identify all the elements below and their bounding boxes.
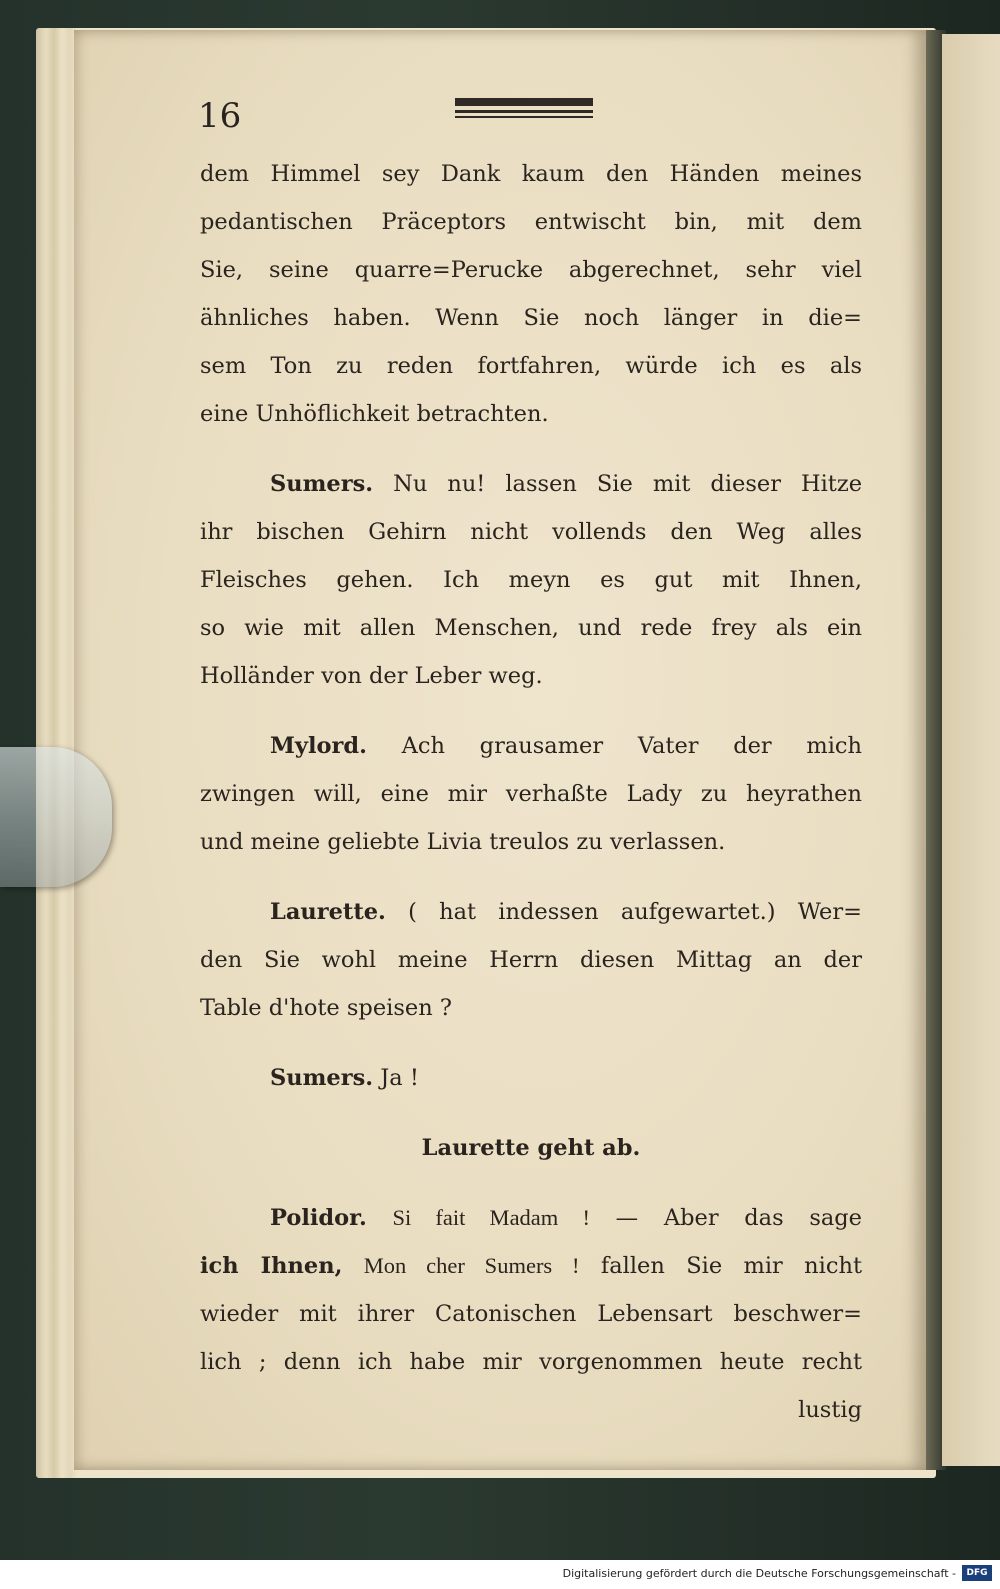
speaker-name: Laurette. [270,899,386,925]
page-text [200,150,862,1434]
speech-line: Mylord. Ach grausamer Vater der mich [270,733,862,759]
text-line: eine Unhöflichkeit betrachten. [200,401,549,427]
text-line: Sie, seine quarre=Perucke abgerechnet, sehr viel [200,257,862,283]
speaker-name: Polidor. [270,1205,367,1231]
footer-credit: Digitalisierung gefördert durch die Deutsche Forschungsgemeinschaft - [562,1567,956,1580]
speaker-name: Mylord. [270,733,367,759]
text-line: ihr bischen Gehirn nicht vollends den Weg alles [200,519,862,545]
text-line: Holländer von der Leber weg. [200,663,543,689]
page-clip [0,747,112,887]
speech-line: Polidor. Si fait Madam ! — Aber das sage [270,1205,862,1231]
speech-line: Sumers. Ja ! [270,1065,419,1091]
text-line: ich Ihnen, Mon cher Sumers ! fallen Sie mir nicht [200,1253,862,1279]
text-line: Fleisches gehen. Ich meyn es gut mit Ihnen, [200,567,862,593]
footer-bar [0,1560,1000,1589]
text-line: lich ; denn ich habe mir vorgenommen heute recht [200,1349,862,1375]
text-line: wieder mit ihrer Catonischen Lebensart beschwer= [200,1301,862,1327]
text-line: und meine geliebte Livia treulos zu verlassen. [200,829,726,855]
text-line: ähnliches haben. Wenn Sie noch länger in die= [200,305,862,331]
text-line: sem Ton zu reden fortfahren, würde ich es als [200,353,862,379]
text-line: zwingen will, eine mir verhaßte Lady zu heyrathen [200,781,862,807]
stage-direction: Laurette geht ab. [421,1135,641,1161]
latin-phrase: Mon cher Sumers ! [363,1253,580,1278]
text-line: den Sie wohl meine Herrn diesen Mittag an der [200,947,862,973]
speech-line: Laurette. ( hat indessen aufgewartet.) Wer= [270,899,862,925]
page-number: 16 [198,96,242,136]
text-line: dem Himmel sey Dank kaum den Händen meines [200,161,862,187]
speech-line: Sumers. Nu nu! lassen Sie mit dieser Hitze [270,471,863,497]
text-line: so wie mit allen Menschen, und rede frey als ein [200,615,862,641]
speaker-name: Sumers. [270,1065,374,1091]
text-line: pedantischen Präceptors entwischt bin, mit dem [200,209,862,235]
catchword: lustig [798,1397,862,1423]
facing-page-edge [942,34,1000,1466]
dfg-logo: DFG [962,1565,992,1581]
latin-phrase: Si fait Madam ! [392,1205,590,1230]
speaker-name: Sumers. [270,471,374,497]
text-line: Table d'hote speisen ? [200,995,452,1021]
header-ornament [455,96,593,120]
